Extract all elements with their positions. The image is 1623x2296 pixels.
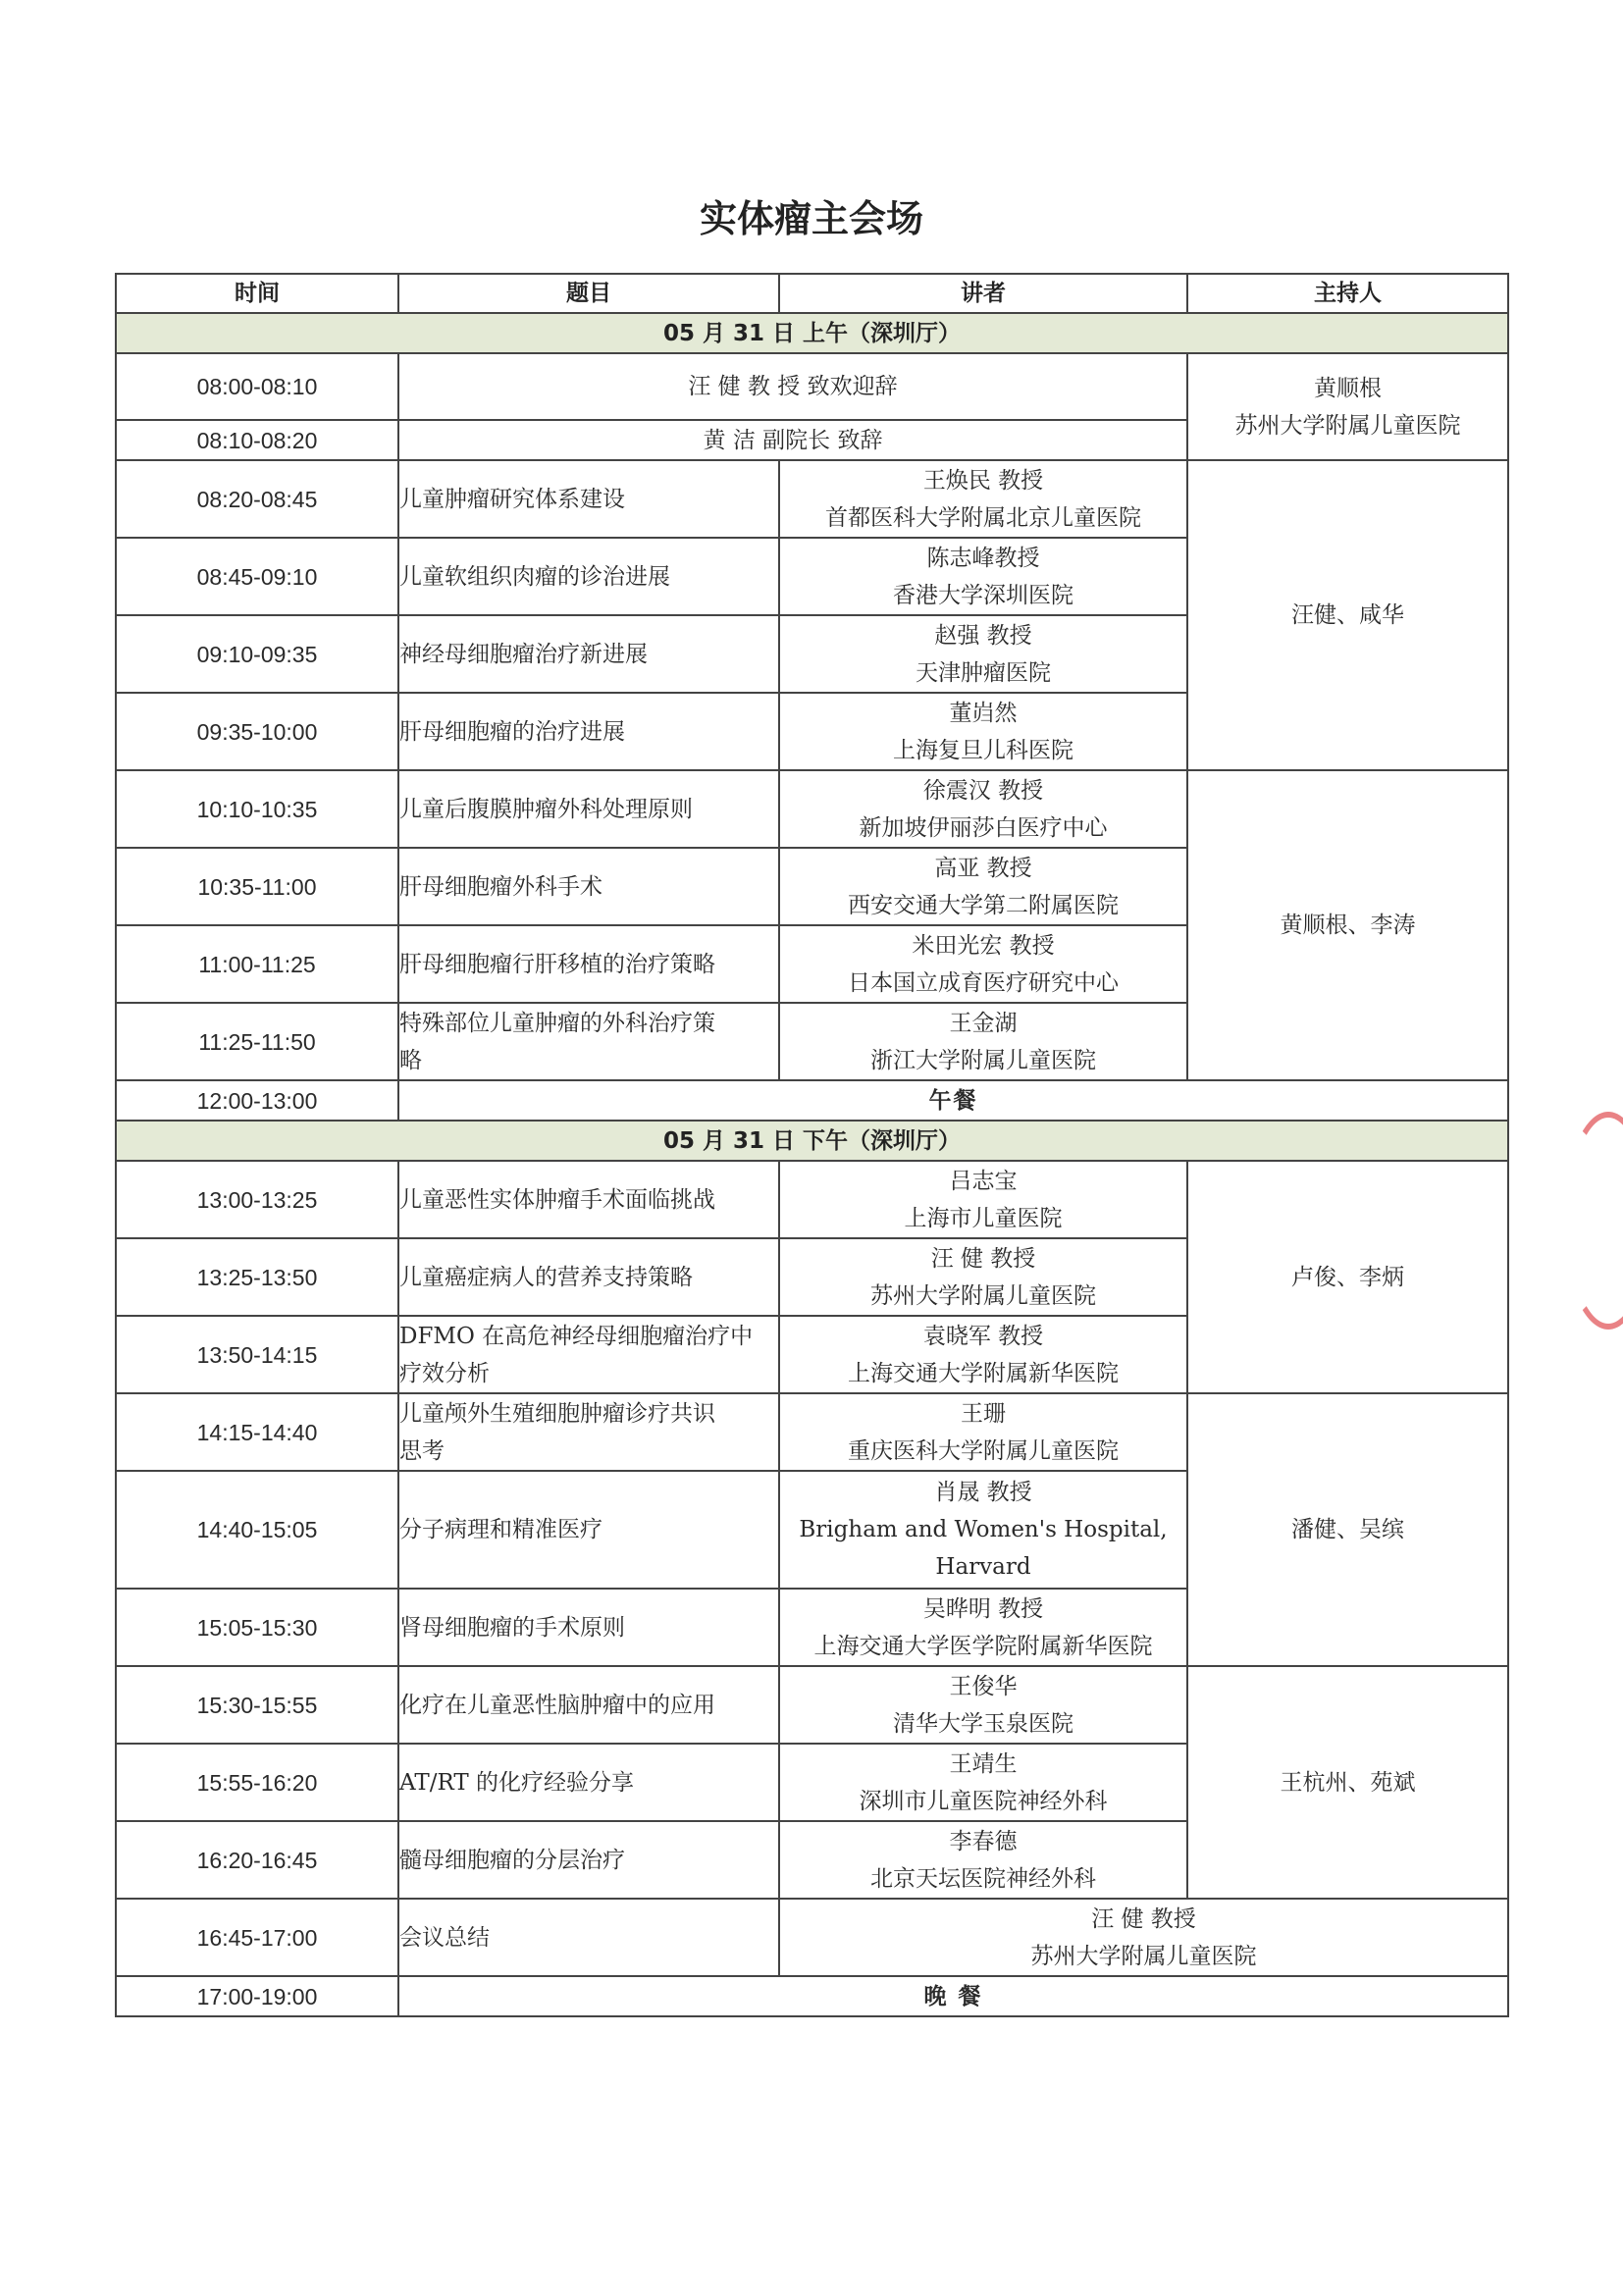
host-cell: 王杭州、苑斌 — [1187, 1666, 1508, 1899]
host-cell: 黄顺根、李涛 — [1187, 770, 1508, 1080]
topic-line: 肝母细胞瘤的治疗进展 — [399, 718, 625, 745]
speaker-name: 吕志宝 — [949, 1168, 1018, 1194]
session-topic — [398, 460, 779, 538]
host-cell: 潘健、吴缤 — [1187, 1393, 1508, 1666]
session-speaker — [779, 1316, 1187, 1393]
host-affiliation: 苏州大学附属儿童医院 — [1234, 412, 1461, 439]
speaker-name: 袁晓军 教授 — [922, 1323, 1044, 1349]
session-time: 15:55-16:20 — [116, 1744, 398, 1821]
topic-line: 化疗在儿童恶性脑肿瘤中的应用 — [399, 1692, 715, 1718]
session-speaker — [779, 1003, 1187, 1080]
session-speaker — [779, 1744, 1187, 1821]
speaker-affiliation: 上海市儿童医院 — [904, 1205, 1063, 1231]
session-speaker — [779, 1589, 1187, 1666]
speaker-name: 王焕民 教授 — [922, 467, 1044, 494]
speaker-affiliation: Brigham and Women's Hospital, — [799, 1517, 1168, 1542]
session-speaker — [779, 460, 1187, 538]
session-time: 11:25-11:50 — [116, 1003, 398, 1080]
session-time: 10:35-11:00 — [116, 848, 398, 925]
topic-line: 儿童癌症病人的营养支持策略 — [399, 1264, 693, 1290]
speaker-affiliation: 深圳市儿童医院神经外科 — [859, 1788, 1108, 1814]
table-row — [116, 1899, 1508, 1976]
speaker-name: 董岿然 — [949, 700, 1018, 726]
host-cell — [1187, 353, 1508, 460]
topic-line: DFMO 在高危神经母细胞瘤治疗中 — [399, 1323, 754, 1349]
session-topic — [398, 1161, 779, 1238]
session-speaker — [779, 848, 1187, 925]
header-speaker: 讲者 — [779, 274, 1187, 313]
host-name: 黄顺根 — [1314, 375, 1382, 401]
session-time: 09:35-10:00 — [116, 693, 398, 770]
session-topic — [398, 770, 779, 848]
session-speaker — [779, 693, 1187, 770]
dinner-label: 晚 餐 — [398, 1976, 1508, 2016]
speaker-name: 王靖生 — [949, 1750, 1018, 1777]
session-topic — [398, 538, 779, 615]
day-label-am: 05 月 31 日 上午（深圳厅） — [116, 313, 1508, 353]
session-time: 08:10-08:20 — [116, 420, 398, 460]
session-time: 16:20-16:45 — [116, 1821, 398, 1899]
session-time: 15:05-15:30 — [116, 1589, 398, 1666]
session-topic — [398, 1316, 779, 1393]
topic-line: 儿童恶性实体肿瘤手术面临挑战 — [399, 1186, 715, 1213]
speaker-name: 徐震汉 教授 — [922, 777, 1044, 804]
topic-line: 儿童颅外生殖细胞肿瘤诊疗共识 — [399, 1400, 715, 1427]
speaker-affiliation: 天津肿瘤医院 — [916, 659, 1051, 686]
session-speaker — [779, 1821, 1187, 1899]
table-header-row — [116, 274, 1508, 313]
header-time: 时间 — [116, 274, 398, 313]
session-time: 17:00-19:00 — [116, 1976, 398, 2016]
session-time: 14:40-15:05 — [116, 1471, 398, 1589]
topic-line: 髓母细胞瘤的分层治疗 — [399, 1847, 625, 1873]
speaker-affiliation: Harvard — [935, 1554, 1031, 1580]
speaker-name: 王珊 — [961, 1400, 1006, 1427]
speaker-affiliation: 上海复旦儿科医院 — [893, 737, 1073, 763]
table-row — [116, 1161, 1508, 1238]
session-time: 13:00-13:25 — [116, 1161, 398, 1238]
lunch-label: 午餐 — [398, 1080, 1508, 1121]
session-time: 09:10-09:35 — [116, 615, 398, 693]
speaker-name: 李春德 — [949, 1828, 1018, 1854]
session-speaker — [779, 1161, 1187, 1238]
opening-speech: 汪 健 教 授 致欢迎辞 — [398, 353, 1187, 420]
seal-stamp-mark — [1563, 1112, 1623, 1330]
session-time: 08:20-08:45 — [116, 460, 398, 538]
speaker-affiliation: 上海交通大学医学院附属新华医院 — [813, 1633, 1153, 1659]
topic-line: 肝母细胞瘤外科手术 — [399, 873, 602, 900]
session-topic — [398, 1471, 779, 1589]
meal-row — [116, 1080, 1508, 1121]
session-topic — [398, 1238, 779, 1316]
topic-line: 思考 — [399, 1437, 445, 1464]
day-row-pm — [116, 1121, 1508, 1161]
session-speaker — [779, 538, 1187, 615]
session-time: 08:00-08:10 — [116, 353, 398, 420]
speaker-name: 肖晟 教授 — [934, 1480, 1032, 1505]
speaker-name: 米田光宏 教授 — [912, 932, 1055, 959]
topic-line: 儿童肿瘤研究体系建设 — [399, 486, 625, 512]
speaker-name: 高亚 教授 — [934, 855, 1032, 881]
speaker-affiliation: 苏州大学附属儿童医院 — [1030, 1943, 1257, 1969]
topic-line: 特殊部位儿童肿瘤的外科治疗策 — [399, 1010, 715, 1036]
session-speaker — [779, 1666, 1187, 1744]
session-topic — [398, 1821, 779, 1899]
page-title: 实体瘤主会场 — [699, 197, 923, 240]
speaker-name: 陈志峰教授 — [926, 545, 1040, 571]
speaker-affiliation: 香港大学深圳医院 — [893, 582, 1073, 608]
topic-line: 肝母细胞瘤行肝移植的治疗策略 — [399, 951, 715, 977]
speaker-affiliation: 北京天坛医院神经外科 — [870, 1865, 1096, 1892]
speaker-name: 王金湖 — [949, 1010, 1018, 1036]
topic-line: 疗效分析 — [399, 1360, 490, 1386]
speaker-name: 赵强 教授 — [934, 622, 1032, 649]
speaker-name: 汪 健 教授 — [1091, 1905, 1196, 1932]
opening-speech: 黄 洁 副院长 致辞 — [398, 420, 1187, 460]
host-cell: 卢俊、李炳 — [1187, 1161, 1508, 1393]
session-time: 10:10-10:35 — [116, 770, 398, 848]
speaker-affiliation: 苏州大学附属儿童医院 — [870, 1282, 1096, 1309]
session-time: 16:45-17:00 — [116, 1899, 398, 1976]
session-topic: 会议总结 — [398, 1899, 779, 1976]
speaker-affiliation: 新加坡伊丽莎白医疗中心 — [859, 814, 1108, 841]
speaker-name: 汪 健 教授 — [930, 1245, 1036, 1272]
session-topic — [398, 1666, 779, 1744]
speaker-affiliation: 清华大学玉泉医院 — [893, 1710, 1073, 1737]
session-topic — [398, 925, 779, 1003]
day-label-pm: 05 月 31 日 下午（深圳厅） — [116, 1121, 1508, 1161]
program-table — [115, 273, 1509, 2017]
table-row — [116, 1393, 1508, 1471]
day-row-am — [116, 313, 1508, 353]
session-topic — [398, 693, 779, 770]
session-speaker — [779, 770, 1187, 848]
session-time: 13:25-13:50 — [116, 1238, 398, 1316]
session-time: 12:00-13:00 — [116, 1080, 398, 1121]
session-speaker — [779, 1471, 1187, 1589]
table-row — [116, 1666, 1508, 1744]
topic-line: AT/RT 的化疗经验分享 — [399, 1769, 635, 1796]
session-topic — [398, 615, 779, 693]
speaker-affiliation: 重庆医科大学附属儿童医院 — [848, 1437, 1119, 1464]
session-speaker — [779, 1238, 1187, 1316]
topic-line: 肾母细胞瘤的手术原则 — [399, 1614, 625, 1641]
speaker-affiliation: 上海交通大学附属新华医院 — [848, 1360, 1119, 1386]
table-row — [116, 353, 1508, 420]
session-time: 15:30-15:55 — [116, 1666, 398, 1744]
topic-line: 神经母细胞瘤治疗新进展 — [399, 641, 648, 667]
session-topic — [398, 848, 779, 925]
host-cell: 汪健、咸华 — [1187, 460, 1508, 770]
topic-line: 分子病理和精准医疗 — [399, 1517, 602, 1542]
session-speaker — [779, 615, 1187, 693]
speaker-affiliation: 首都医科大学附属北京儿童医院 — [825, 504, 1141, 531]
meal-row — [116, 1976, 1508, 2016]
header-host: 主持人 — [1187, 274, 1508, 313]
session-topic — [398, 1003, 779, 1080]
session-time: 08:45-09:10 — [116, 538, 398, 615]
speaker-affiliation: 日本国立成育医疗研究中心 — [848, 969, 1119, 996]
header-topic: 题目 — [398, 274, 779, 313]
session-time: 14:15-14:40 — [116, 1393, 398, 1471]
topic-line: 儿童后腹膜肿瘤外科处理原则 — [399, 796, 693, 822]
session-topic — [398, 1393, 779, 1471]
session-time: 11:00-11:25 — [116, 925, 398, 1003]
session-time: 13:50-14:15 — [116, 1316, 398, 1393]
session-topic — [398, 1589, 779, 1666]
topic-line: 略 — [399, 1047, 422, 1073]
table-row — [116, 460, 1508, 538]
session-topic — [398, 1744, 779, 1821]
session-speaker — [779, 1393, 1187, 1471]
speaker-affiliation: 浙江大学附属儿童医院 — [870, 1047, 1096, 1073]
session-speaker — [779, 925, 1187, 1003]
speaker-name: 吴晔明 教授 — [922, 1595, 1044, 1622]
session-speaker — [779, 1899, 1508, 1976]
speaker-affiliation: 西安交通大学第二附属医院 — [848, 892, 1119, 918]
table-row — [116, 770, 1508, 848]
topic-line: 儿童软组织肉瘤的诊治进展 — [399, 563, 670, 590]
speaker-name: 王俊华 — [949, 1673, 1018, 1699]
